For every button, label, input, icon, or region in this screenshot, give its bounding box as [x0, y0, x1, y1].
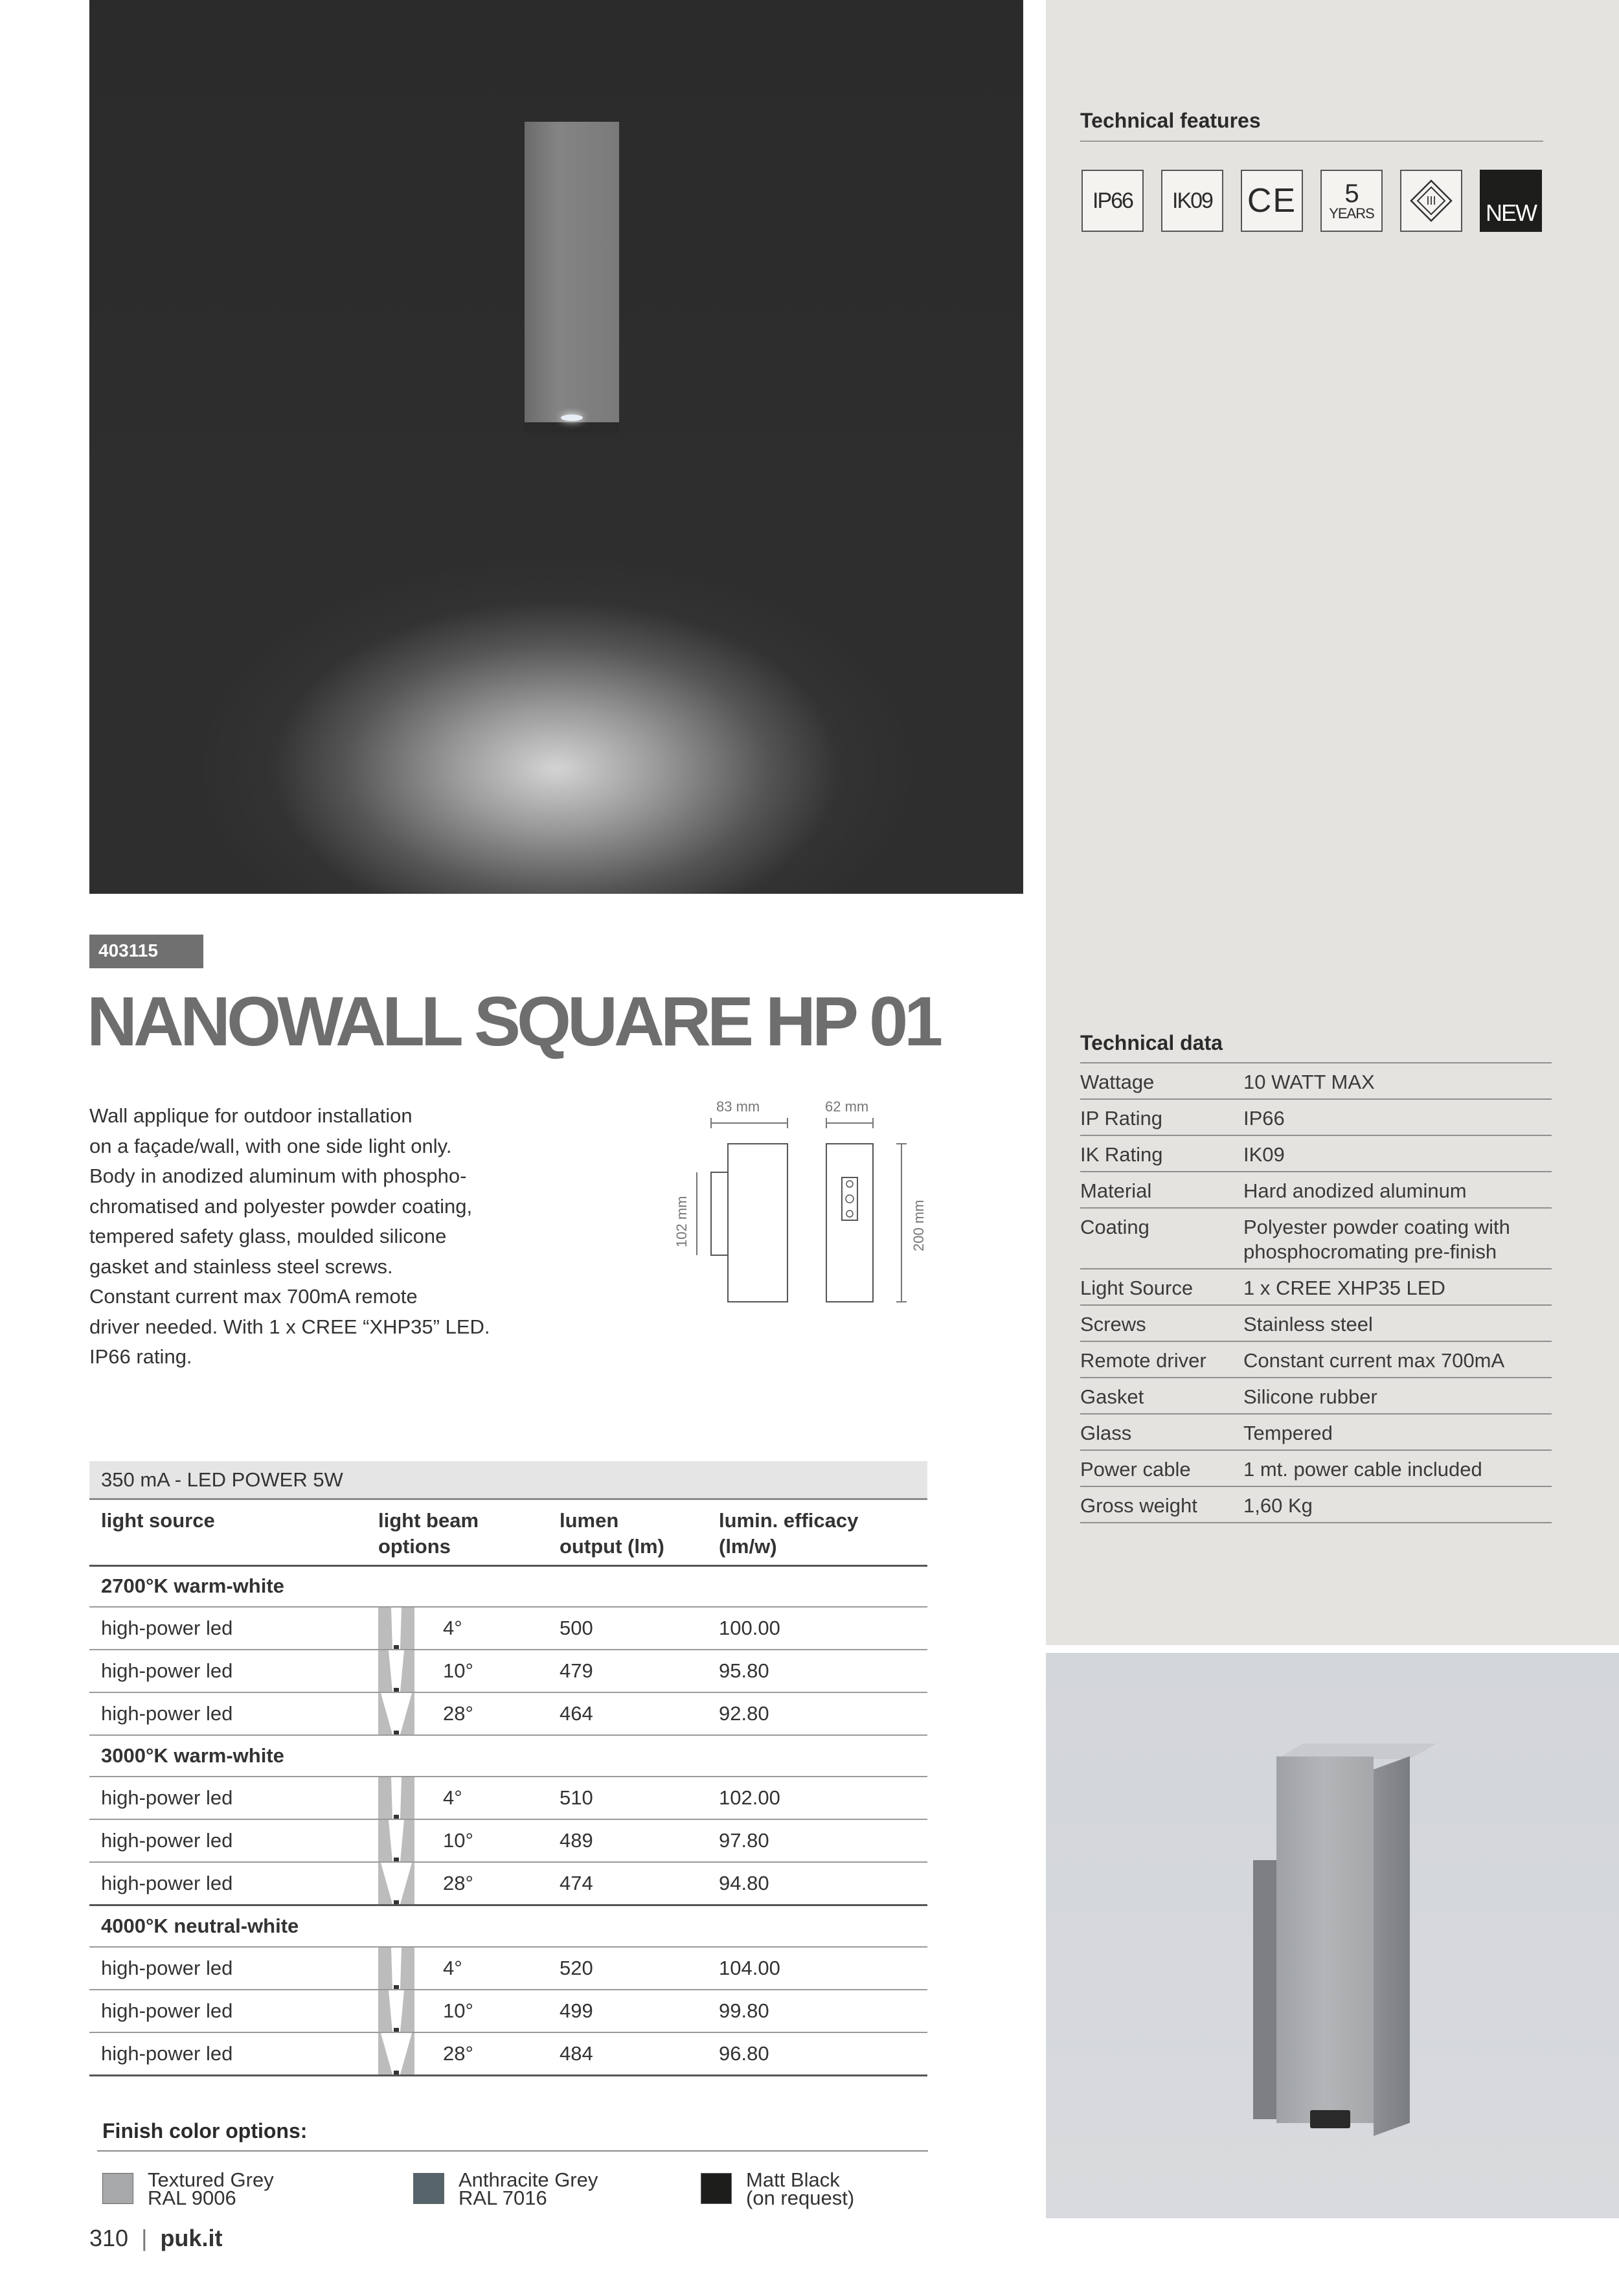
table-row [89, 1990, 927, 2032]
beam-angle: 4° [443, 1617, 462, 1639]
cell-source: high-power led [89, 1650, 367, 1692]
cell-beam [367, 1777, 548, 1819]
cell-beam [367, 1819, 548, 1862]
hero-lamp-led [561, 415, 583, 421]
finish-option-name: Matt Black [746, 2168, 840, 2191]
td-value: 1 mt. power cable included [1243, 1450, 1552, 1486]
narrow-beam-icon [378, 1777, 414, 1819]
cell-lumen: 479 [548, 1650, 707, 1692]
ik09-badge: IK09 [1161, 170, 1223, 232]
dim-side-width: 83 mm [716, 1098, 760, 1115]
technical-data-row [1080, 1135, 1552, 1172]
td-value: Polyester powder coating with phosphocromating pre-finish [1243, 1208, 1552, 1269]
dimension-lines [661, 1095, 939, 1308]
technical-data-row [1080, 1063, 1552, 1099]
website-link[interactable]: puk.it [160, 2225, 223, 2251]
technical-data-row [1080, 1269, 1552, 1305]
table-row [89, 1862, 927, 1905]
class-iii-label: III [1426, 194, 1436, 207]
beam-angle: 10° [443, 1829, 473, 1852]
class-iii-badge [1400, 170, 1462, 232]
hero-lamp-body [525, 122, 619, 431]
dimension-drawing [661, 1095, 939, 1308]
td-key: Remote driver [1080, 1341, 1243, 1378]
finish-option-code: (on request) [746, 2187, 855, 2209]
description-line: chromatised and polyester powder coating, [89, 1194, 473, 1218]
ce-mark-badge [1241, 170, 1303, 232]
technical-data-row [1080, 1341, 1552, 1378]
beam-angle: 4° [443, 1786, 462, 1809]
table-row [89, 1947, 927, 1990]
cell-beam [367, 1947, 548, 1990]
table-row [89, 1607, 927, 1650]
medium-beam-icon [378, 1990, 414, 2032]
cell-lumen: 474 [548, 1862, 707, 1905]
cell-beam [367, 1650, 548, 1692]
narrow-beam-icon [378, 1608, 414, 1649]
hero-lamp-bottom [525, 422, 619, 433]
table-row [89, 1650, 927, 1692]
finish-option-code: RAL 9006 [148, 2187, 236, 2209]
cell-efficacy: 100.00 [707, 1607, 927, 1650]
table-row [89, 1819, 927, 1862]
cell-beam [367, 1607, 548, 1650]
performance-table [89, 1461, 927, 2076]
wide-beam-icon [378, 1693, 414, 1734]
feature-badges [1081, 170, 1542, 232]
technical-data-row [1080, 1172, 1552, 1208]
cell-lumen: 484 [548, 2032, 707, 2076]
description-line: driver needed. With 1 x CREE “XHP35” LED. [89, 1315, 490, 1338]
finish-option-code: RAL 7016 [459, 2187, 547, 2209]
description-line: tempered safety glass, moulded silicone [89, 1225, 447, 1247]
medium-beam-icon [378, 1650, 414, 1692]
performance-header-row [89, 1499, 927, 1565]
cell-source: high-power led [89, 2032, 367, 2076]
swatch-textured-grey [102, 2173, 133, 2204]
technical-data-row [1080, 1099, 1552, 1135]
cell-beam [367, 1990, 548, 2032]
dim-total-height: 200 mm [911, 1199, 927, 1251]
description-line: Constant current max 700mA remote [89, 1285, 418, 1308]
cell-lumen: 500 [548, 1607, 707, 1650]
cell-efficacy: 102.00 [707, 1777, 927, 1819]
beam-angle: 10° [443, 1999, 473, 2022]
technical-data-table [1080, 1062, 1552, 1523]
table-row [89, 1777, 927, 1819]
cell-beam [367, 2032, 548, 2076]
cell-source: high-power led [89, 1607, 367, 1650]
new-badge: NEW [1480, 170, 1542, 232]
warranty-years-label: YEARS [1329, 205, 1374, 222]
technical-data-row [1080, 1450, 1552, 1486]
render-side-face [1374, 1756, 1410, 2136]
td-key: Screws [1080, 1305, 1243, 1341]
finish-rule [97, 2150, 928, 2152]
ip66-badge: IP66 [1081, 170, 1144, 232]
header-efficacy-line2: (lm/w) [719, 1534, 777, 1558]
page-footer [89, 2225, 222, 2252]
header-lumen-output [548, 1499, 707, 1565]
technical-data-row [1080, 1378, 1552, 1414]
td-key: Material [1080, 1172, 1243, 1208]
td-value: Tempered [1243, 1414, 1552, 1450]
cell-efficacy: 96.80 [707, 2032, 927, 2076]
group-row [89, 1905, 927, 1947]
table-row [89, 2032, 927, 2076]
beam-angle: 10° [443, 1659, 473, 1682]
dim-back-height: 102 mm [674, 1196, 690, 1247]
header-lumen-line2: output (lm) [560, 1534, 664, 1558]
group-title: 2700°K warm-white [89, 1565, 927, 1607]
ce-mark-icon: CE [1247, 182, 1297, 220]
cell-lumen: 499 [548, 1990, 707, 2032]
cell-source: high-power led [89, 1947, 367, 1990]
technical-features-rule [1080, 141, 1543, 142]
technical-data-title: Technical data [1080, 1031, 1223, 1054]
td-value: 1 x CREE XHP35 LED [1243, 1269, 1552, 1305]
cell-beam [367, 1862, 548, 1905]
group-row [89, 1565, 927, 1607]
td-key: Gross weight [1080, 1486, 1243, 1523]
footer-separator: | [141, 2225, 148, 2251]
group-title: 3000°K warm-white [89, 1735, 927, 1777]
beam-angle: 28° [443, 1702, 473, 1725]
header-light-source: light source [89, 1499, 367, 1565]
performance-section-row [89, 1461, 927, 1499]
beam-angle: 28° [443, 1872, 473, 1894]
td-value: IK09 [1243, 1135, 1552, 1172]
cell-lumen: 464 [548, 1692, 707, 1735]
td-key: Power cable [1080, 1450, 1243, 1486]
hero-photo [89, 0, 1023, 894]
td-value: IP66 [1243, 1099, 1552, 1135]
product-description [89, 1101, 582, 1372]
header-light-beam [367, 1499, 548, 1565]
technical-data-row [1080, 1414, 1552, 1450]
description-line: gasket and stainless steel screws. [89, 1255, 393, 1278]
cell-lumen: 520 [548, 1947, 707, 1990]
td-value: 10 WATT MAX [1243, 1063, 1552, 1099]
cell-source: high-power led [89, 1990, 367, 2032]
dim-front-width: 62 mm [825, 1098, 869, 1115]
technical-data-row [1080, 1305, 1552, 1341]
td-value: 1,60 Kg [1243, 1486, 1552, 1523]
cell-efficacy: 99.80 [707, 1990, 927, 2032]
group-title: 4000°K neutral-white [89, 1905, 927, 1947]
header-lumen-line1: lumen [560, 1508, 619, 1532]
td-key: IK Rating [1080, 1135, 1243, 1172]
cell-lumen: 510 [548, 1777, 707, 1819]
cell-source: high-power led [89, 1862, 367, 1905]
td-value: Hard anodized aluminum [1243, 1172, 1552, 1208]
header-light-beam-line1: light beam [378, 1508, 479, 1532]
swatch-anthracite-grey [413, 2173, 444, 2204]
cell-efficacy: 92.80 [707, 1692, 927, 1735]
td-key: Light Source [1080, 1269, 1243, 1305]
td-value: Silicone rubber [1243, 1378, 1552, 1414]
description-line: Wall applique for outdoor installation [89, 1104, 413, 1127]
medium-beam-icon [378, 1820, 414, 1861]
cell-efficacy: 97.80 [707, 1819, 927, 1862]
finish-option-name: Textured Grey [148, 2168, 274, 2191]
technical-features-title: Technical features [1080, 109, 1261, 132]
beam-angle: 4° [443, 1956, 462, 1979]
cell-beam [367, 1692, 548, 1735]
header-light-beam-line2: options [378, 1534, 451, 1558]
description-line: Body in anodized aluminum with phospho- [89, 1165, 467, 1187]
warranty-years-number: 5 [1344, 179, 1359, 208]
product-code: 403115 [89, 935, 203, 968]
product-render [1046, 1653, 1619, 2218]
technical-data-row [1080, 1208, 1552, 1269]
warranty-badge [1320, 170, 1383, 232]
group-row [89, 1735, 927, 1777]
technical-data-row [1080, 1486, 1552, 1523]
wide-beam-icon [378, 1863, 414, 1904]
cell-source: high-power led [89, 1777, 367, 1819]
td-key: Wattage [1080, 1063, 1243, 1099]
beam-angle: 28° [443, 2041, 473, 2065]
td-key: Coating [1080, 1208, 1243, 1269]
td-value: Stainless steel [1243, 1305, 1552, 1341]
td-key: Gasket [1080, 1378, 1243, 1414]
td-value: Constant current max 700mA [1243, 1341, 1552, 1378]
cell-efficacy: 104.00 [707, 1947, 927, 1990]
cell-source: high-power led [89, 1692, 367, 1735]
cell-lumen: 489 [548, 1819, 707, 1862]
header-efficacy-line1: lumin. efficacy [719, 1508, 859, 1532]
swatch-matt-black [701, 2173, 732, 2204]
cell-efficacy: 95.80 [707, 1650, 927, 1692]
wide-beam-icon [378, 2033, 414, 2074]
render-led-opening [1310, 2110, 1350, 2128]
performance-section-title: 350 mA - LED POWER 5W [89, 1461, 927, 1499]
td-key: Glass [1080, 1414, 1243, 1450]
header-efficacy [707, 1499, 927, 1565]
cell-source: high-power led [89, 1819, 367, 1862]
render-mount-plate [1253, 1860, 1279, 2119]
table-row [89, 1692, 927, 1735]
finish-option-label [148, 2168, 274, 2209]
cell-efficacy: 94.80 [707, 1862, 927, 1905]
narrow-beam-icon [378, 1948, 414, 1989]
render-front-face [1276, 1756, 1374, 2123]
td-key: IP Rating [1080, 1099, 1243, 1135]
finish-title: Finish color options: [102, 2119, 308, 2143]
description-line: IP66 rating. [89, 1345, 192, 1368]
finish-option-label [746, 2168, 855, 2209]
description-line: on a façade/wall, with one side light only. [89, 1134, 452, 1157]
finish-option-name: Anthracite Grey [459, 2168, 598, 2191]
product-title: NANOWALL SQUARE HP 01 [87, 982, 940, 1060]
page-number: 310 [89, 2225, 129, 2251]
finish-option-label [459, 2168, 598, 2209]
